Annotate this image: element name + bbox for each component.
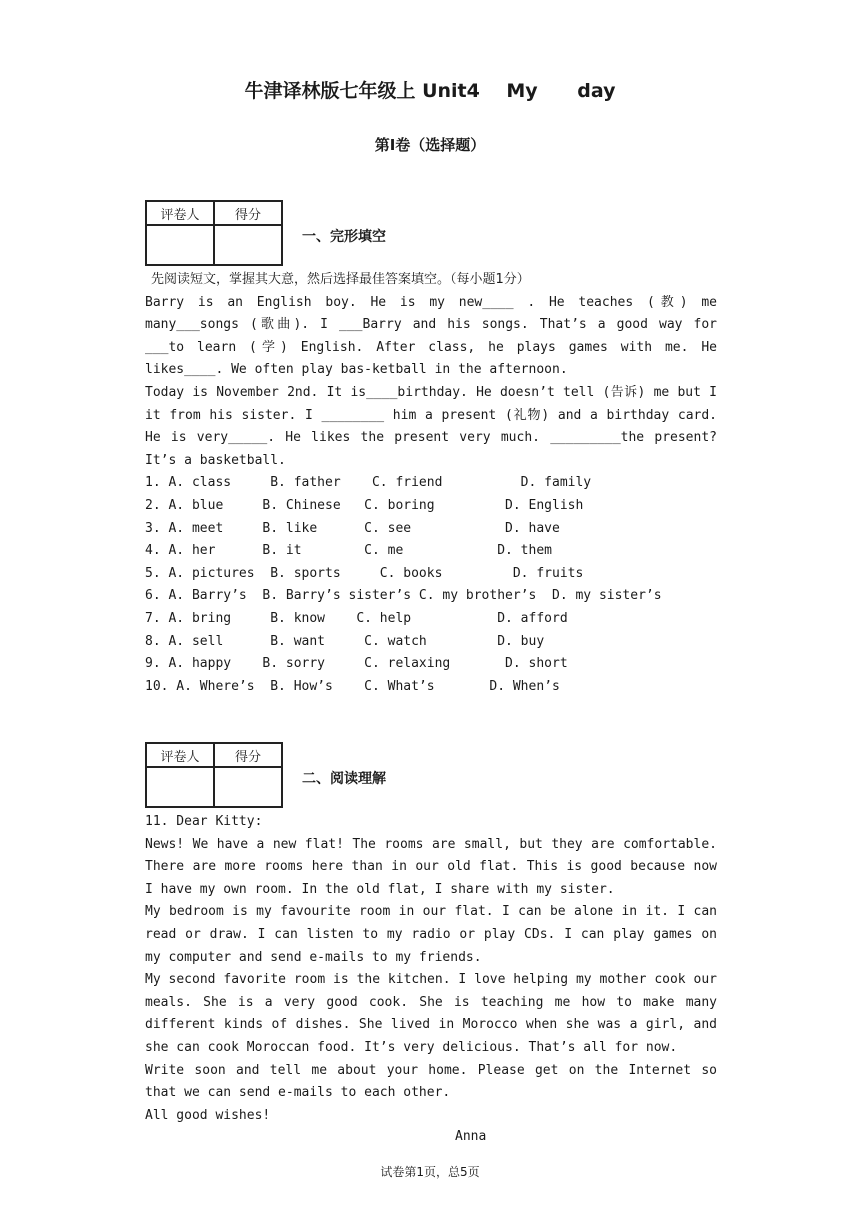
letter-paragraph-2: My bedroom is my favourite room in our flat. I can be alone in it. I can read or draw. I can listen to my radio or play CDs. I can play games on my computer and send e-mails to my friends. (145, 904, 717, 965)
option-row: 5. A. pictures B. sports C. books D. fruits (145, 565, 584, 581)
letter-closing: All good wishes! (145, 1107, 271, 1123)
volume-heading: 第Ⅰ卷（选择题） (374, 136, 486, 154)
letter-paragraph-3: My second favorite room is the kitchen. I love helping my mother cook our meals. She is a very good cook. She is teaching me how to make many different kinds of dishes. She lived in Morocco when she was a girl, and she can cook Moroccan food. It’s very delicious. That’s all for now. (145, 972, 717, 1055)
option-row: 1. A. class B. father C. friend D. family (145, 475, 592, 491)
option-row: 9. A. happy B. sorry C. relaxing D. short (145, 656, 568, 672)
score-label: 得分 (214, 201, 282, 225)
page-footer: 试卷第1页，总5页 (380, 1165, 480, 1179)
letter-paragraph-1: News! We have a new flat! The rooms are small, but they are comfortable. There are more rooms here than in our old flat. This is good because now I have my own room. In the old flat, I share with my sister. (145, 836, 717, 897)
section1-content (145, 269, 717, 698)
option-row: 2. A. blue B. Chinese C. boring D. English (145, 497, 584, 513)
option-row: 7. A. bring B. know C. help D. afford (145, 610, 568, 626)
option-row: 3. A. meet B. like C. see D. have (145, 520, 560, 536)
grader-label: 评卷人 (146, 201, 214, 225)
cloze-paragraph-2: Today is November 2nd. It is____birthday. He doesn’t tell (告诉) me but I it from his sister. I ________ him a present (礼物) and a birthday card. He is very_____. He likes the present very much. _________the present? It’s a basketball. (145, 384, 717, 468)
question-number: 11. Dear Kitty: (145, 814, 263, 829)
option-row: 4. A. her B. it C. me D. them (145, 543, 552, 559)
letter-paragraph-4: Write soon and tell me about your home. Please get on the Internet so that we can send e-mails to each other. (145, 1062, 717, 1101)
cloze-paragraph-1: Barry is an English boy. He is my new____ . He teaches (教) me many___songs (歌曲). I ___Barry and his songs. That’s a good way for ___to learn (学) English. After class, he plays games with me. He likes____. We often play bas-ketball in the afternoon. (145, 294, 717, 378)
score-table-section1 (145, 200, 283, 266)
letter-signature: Anna (455, 1129, 487, 1144)
score-label: 得分 (214, 743, 282, 767)
score-table-section2 (145, 742, 283, 808)
option-row: 8. A. sell B. want C. watch D. buy (145, 633, 545, 649)
score-cell (214, 767, 282, 807)
score-cell (214, 225, 282, 265)
option-row: 10. A. Where’s B. How’s C. What’s D. When’s (145, 678, 560, 694)
page-title: 牛津译林版七年级上 Unit4 My day (244, 80, 616, 102)
grader-label: 评卷人 (146, 743, 214, 767)
grader-cell (146, 225, 214, 265)
section2-content (145, 811, 717, 1127)
section1-instruction: 先阅读短文，掌握其大意，然后选择最佳答案填空。（每小题1分） (151, 272, 530, 287)
section1-heading: 一、完形填空 (302, 229, 386, 245)
section2-heading: 二、阅读理解 (302, 771, 386, 787)
grader-cell (146, 767, 214, 807)
option-row: 6. A. Barry’s B. Barry’s sister’s C. my brother’s D. my sister’s (145, 588, 662, 604)
